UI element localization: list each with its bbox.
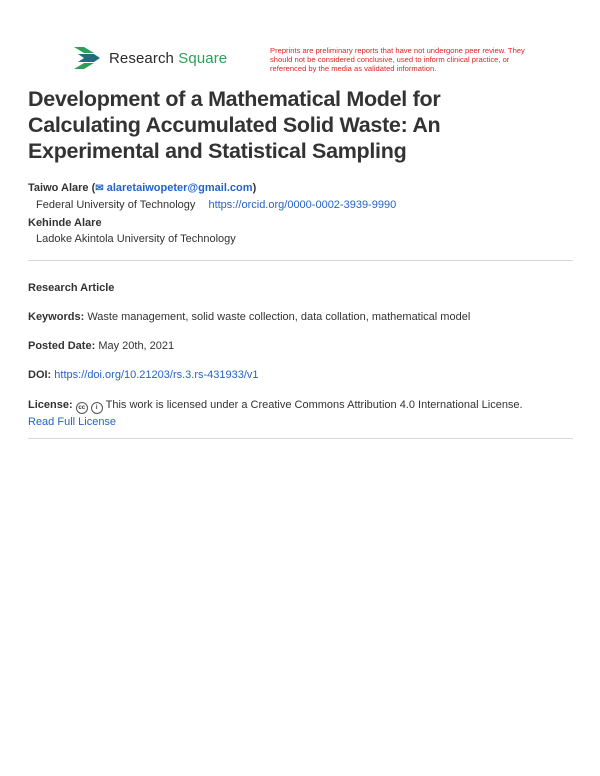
author-name: Taiwo Alare	[28, 182, 89, 194]
keywords-label: Keywords:	[28, 311, 85, 323]
keywords-value: Waste management, solid waste collection, data collation, mathematical model	[87, 311, 471, 323]
author-affiliation: Federal University of Technology	[36, 199, 196, 211]
author-name: Kehinde Alare	[28, 217, 102, 229]
posted-date-label: Posted Date:	[28, 340, 96, 352]
license-row	[28, 397, 573, 430]
read-full-license-link[interactable]: Read Full License	[28, 416, 117, 428]
attribution-icon: i	[91, 402, 103, 414]
orcid-link[interactable]: https://orcid.org/0000-0002-3939-9990	[208, 199, 397, 211]
doi-label: DOI:	[28, 369, 52, 381]
article-type: Research Article	[28, 282, 115, 294]
divider	[28, 260, 573, 261]
posted-date-value: May 20th, 2021	[98, 340, 175, 352]
posted-date-row	[28, 338, 573, 354]
author-list	[28, 180, 573, 249]
logo-word-square: Square	[178, 49, 228, 67]
author-affiliation: Ladoke Akintola University of Technology	[36, 233, 236, 245]
paper-title: Development of a Mathematical Model for Calculating Accumulated Solid Waste: An Experimental and Statistical Sampling	[28, 87, 441, 163]
author-email-link[interactable]: alaretaiwopeter@gmail.com	[106, 182, 253, 194]
research-square-logo	[74, 47, 227, 69]
doi-link[interactable]: https://doi.org/10.21203/rs.3.rs-431933/v1	[54, 369, 259, 381]
divider	[28, 438, 573, 439]
keywords-row	[28, 309, 573, 325]
doi-row	[28, 367, 573, 383]
license-label: License:	[28, 399, 73, 411]
research-square-logo-icon	[74, 47, 102, 69]
author-2	[28, 215, 573, 247]
license-text: This work is licensed under a Creative Commons Attribution 4.0 International License.	[105, 399, 523, 411]
preprint-notice: Preprints are preliminary reports that have not undergone peer review. They should not be considered conclusive, used to inform clinical practice, or referenced by the media as validated information.	[270, 46, 525, 74]
author-1: Taiwo Alare (✉ alaretaiwopeter@gmail.com) Federal University of Technology https://orcid.org/0000-0002-3939-9990	[28, 182, 397, 211]
creative-commons-icon: cc	[76, 402, 88, 414]
envelope-icon: ✉	[95, 183, 104, 194]
logo-text	[109, 50, 227, 67]
logo-word-research: Research	[109, 49, 174, 67]
